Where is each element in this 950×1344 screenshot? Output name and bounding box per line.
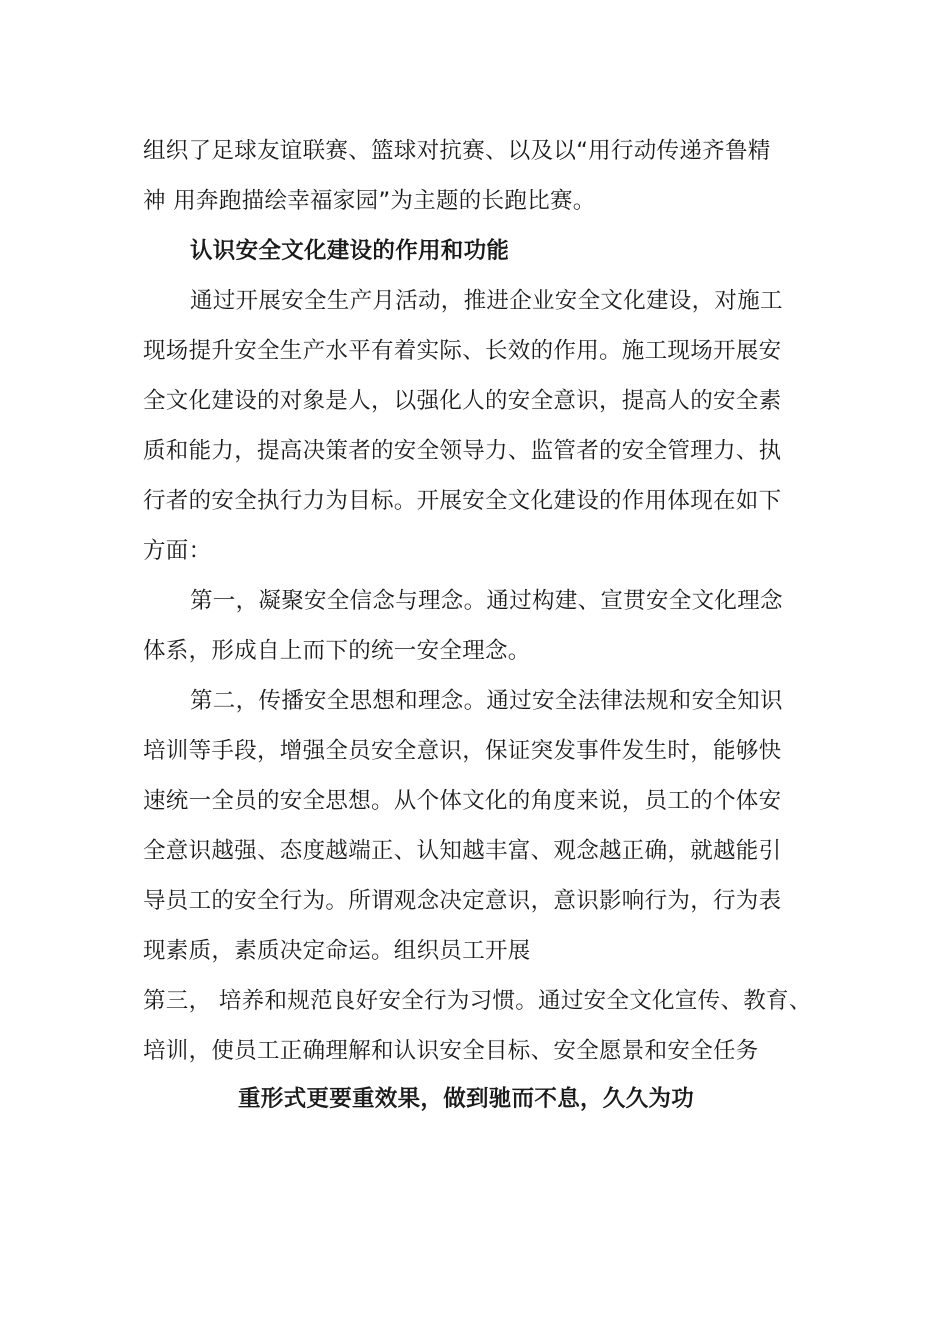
body-text-line: 第一，凝聚安全信念与理念。通过构建、宣贯安全文化理念 <box>190 588 783 614</box>
body-text-line: 质和能力，提高决策者的安全领导力、监管者的安全管理力、执 <box>143 438 782 464</box>
body-text-line: 现场提升安全生产水平有着实际、长效的作用。施工现场开展安 <box>143 338 782 364</box>
body-text-line: 神 用奔跑描绘幸福家园”为主题的长跑比赛。 <box>143 188 596 214</box>
body-text-line: 体系，形成自上而下的统一安全理念。 <box>143 638 531 664</box>
body-text-line: 速统一全员的安全思想。从个体文化的角度来说，员工的个体安 <box>143 788 782 814</box>
body-text-line: 全意识越强、态度越端正、认知越丰富、观念越正确，就越能引 <box>143 838 782 864</box>
closing-heading: 重形式更要重效果，做到驰而不息，久久为功 <box>238 1086 695 1112</box>
body-text-line: 行者的安全执行力为目标。开展安全文化建设的作用体现在如下 <box>143 488 782 514</box>
body-text-line: 培训等手段，增强全员安全意识，保证突发事件发生时，能够快 <box>143 738 782 764</box>
body-text-line: 培训，使员工正确理解和认识安全目标、安全愿景和安全任务 <box>143 1038 759 1064</box>
body-text-line: 第三， 培养和规范良好安全行为习惯。通过安全文化宣传、教育、 <box>143 988 812 1014</box>
body-text-line: 组织了足球友谊联赛、篮球对抗赛、以及以“用行动传递齐鲁精 <box>143 138 771 164</box>
body-text-line: 全文化建设的对象是人，以强化人的安全意识，提高人的安全素 <box>143 388 782 414</box>
body-text-line: 方面： <box>143 538 212 564</box>
body-text-line: 导员工的安全行为。所谓观念决定意识，意识影响行为，行为表 <box>143 888 782 914</box>
body-text-line: 第二，传播安全思想和理念。通过安全法律法规和安全知识 <box>190 688 783 714</box>
body-text-line: 现素质，素质决定命运。组织员工开展 <box>143 938 531 964</box>
body-text-line: 通过开展安全生产月活动，推进企业安全文化建设，对施工 <box>190 288 783 314</box>
section-heading: 认识安全文化建设的作用和功能 <box>190 238 510 264</box>
